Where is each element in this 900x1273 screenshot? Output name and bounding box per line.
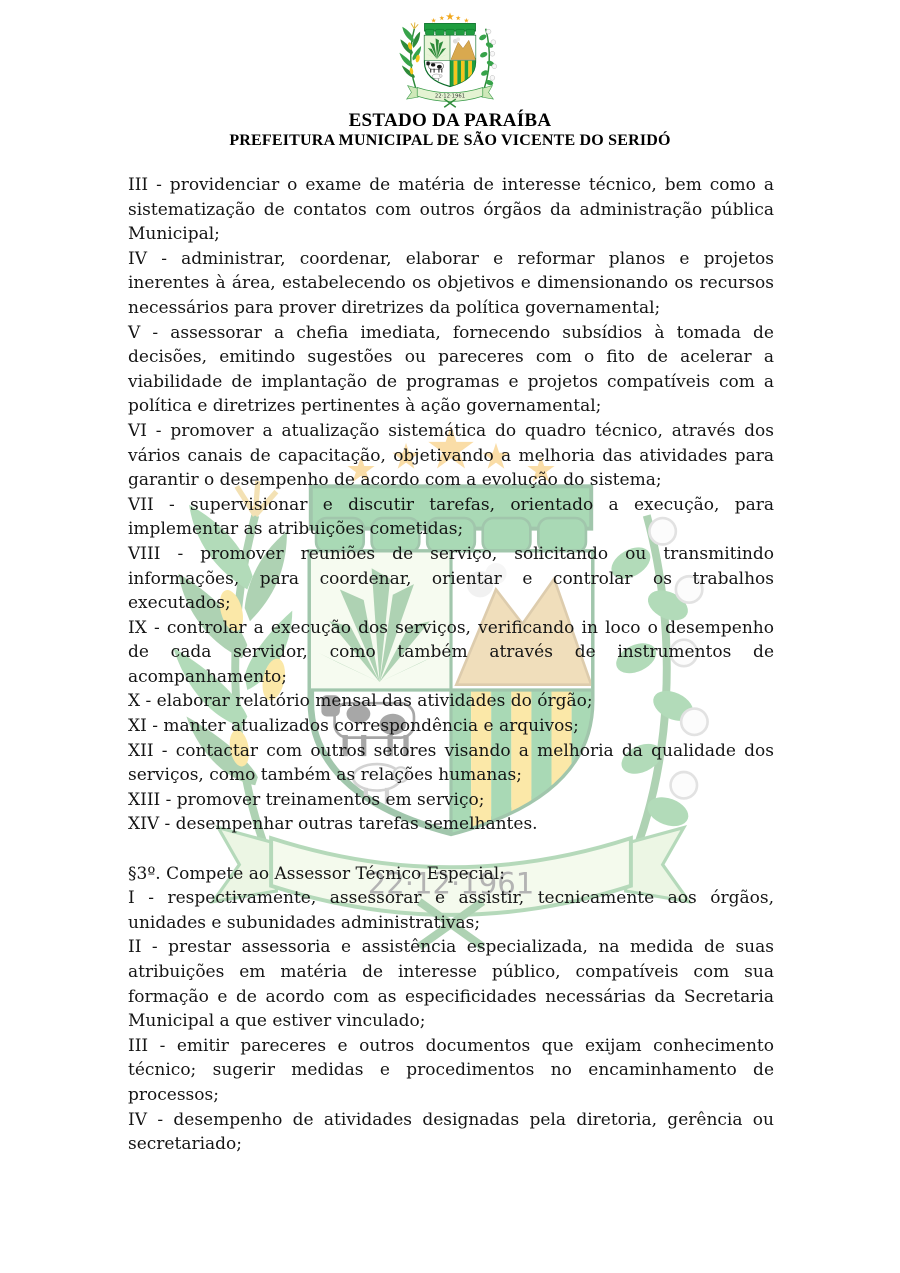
document-paragraph: XIV - desempenhar outras tarefas semelhantes.: [128, 814, 538, 835]
document-paragraph: V - assessorar a chefia imediata, fornecendo subsídios à tomada de decisões, emitindo sugestões ou pareceres com o fito de acelerar a viabilidade de implantação de programas e projetos compatíveis com a política e diretrizes pertinentes à ação governamental;: [128, 322, 774, 417]
document-paragraph: II - prestar assessoria e assistência especializada, na medida de suas atribuições em matéria de interesse público, compatíveis com sua formação e de acordo com as especificidades necessárias da Secretaria Municipal a que estiver vinculado;: [128, 937, 774, 1032]
document-paragraph: IV - desempenho de atividades designadas pela diretoria, gerência ou secretariado;: [128, 1109, 774, 1155]
document-paragraph: I - respectivamente, assessorar e assistir, tecnicamente aos órgãos, unidades e subunidades administrativas;: [128, 888, 774, 933]
document-paragraph: IX - controlar a execução dos serviços, verificando in loco o desempenho de cada servidor, como também através de instrumentos de acompanhamento;: [128, 617, 774, 687]
municipality-title: PREFEITURA MUNICIPAL DE SÃO VICENTE DO SERIDÓ: [229, 132, 671, 149]
letterhead: [0, 12, 900, 150]
document-paragraph: XIII - promover treinamentos em serviço;: [128, 789, 485, 810]
state-title: ESTADO DA PARAÍBA: [348, 110, 552, 131]
document-paragraph: XI - manter atualizados correspondência e arquivos;: [128, 716, 579, 737]
coat-of-arms-icon: [397, 12, 503, 109]
document-paragraph: X - elaborar relatório mensal das atividades do órgão;: [128, 691, 593, 712]
document-paragraph: VIII - promover reuniões de serviço, solicitando ou transmitindo informações, para coordenar, orientar e controlar os trabalhos executados;: [128, 543, 774, 614]
document-paragraph-section-heading: §3º. Compete ao Assessor Técnico Especial:: [128, 863, 505, 884]
document-paragraph: IV - administrar, coordenar, elaborar e reformar planos e projetos inerentes à área, estabelecendo os objetivos e dimensionando os recursos necessários para prover diretrizes da política governamental;: [128, 248, 774, 318]
document-body: [128, 173, 774, 1157]
document-paragraph: VII - supervisionar e discutir tarefas, orientado a execução, para implementar as atribuições cometidas;: [128, 494, 774, 540]
document-paragraph: III - emitir pareceres e outros documentos que exijam conhecimento técnico; sugerir medidas e procedimentos no encaminhamento de processos;: [128, 1035, 774, 1105]
document-paragraph: XII - contactar com outros setores visando a melhoria da qualidade dos serviços, como também as relações humanas;: [128, 740, 774, 786]
document-paragraph: III - providenciar o exame de matéria de interesse técnico, bem como a sistematização de contatos com outros órgãos da administração pública Municipal;: [128, 175, 774, 245]
document-paragraph: VI - promover a atualização sistemática do quadro técnico, através dos vários canais de capacitação, objetivando a melhoria das atividades para garantir o desempenho de acordo com a evolução do sistema;: [128, 420, 774, 491]
